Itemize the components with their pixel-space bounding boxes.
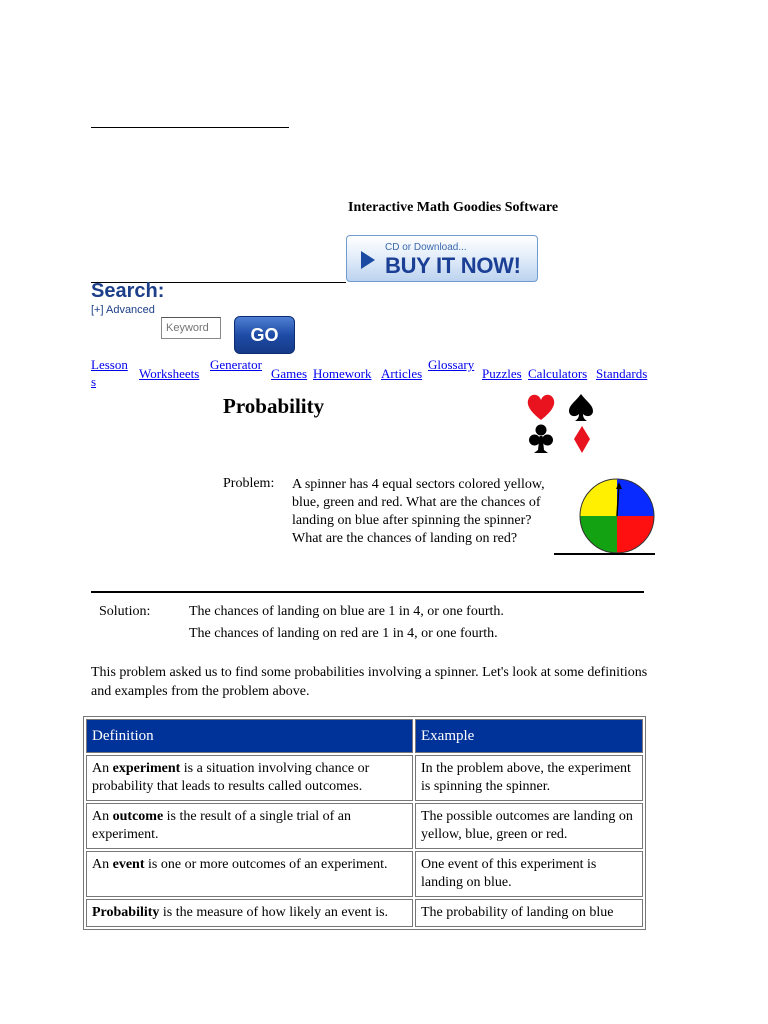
table-header-row — [86, 719, 643, 753]
example-cell: The possible outcomes are landing on yellow, blue, green or red. — [415, 803, 643, 849]
definition-cell — [86, 851, 413, 897]
definition-column-header: Definition — [86, 719, 413, 753]
heart-icon — [528, 395, 554, 420]
buy-it-now-button[interactable] — [346, 235, 538, 282]
nav-articles[interactable]: Articles — [381, 366, 423, 381]
nav-games[interactable]: Games — [271, 366, 308, 381]
search-heading: Search: — [91, 280, 165, 302]
solution-line-1: The chances of landing on blue are 1 in 4, or one fourth. — [189, 604, 504, 619]
nav-calculators[interactable]: Calculators — [528, 366, 588, 381]
spinner-green-sector — [580, 516, 617, 553]
definition-term: Probability — [92, 905, 160, 920]
spinner-blue-sector — [617, 479, 654, 516]
table-row — [86, 803, 643, 849]
top-divider — [91, 127, 289, 128]
example-column-header: Example — [415, 719, 643, 753]
definition-text: is the result of a single trial of an experiment. — [92, 809, 351, 842]
advanced-search-link[interactable]: [+] Advanced — [91, 304, 155, 316]
definition-cell — [86, 899, 413, 927]
definition-prefix: An — [92, 809, 113, 824]
nav-lessons[interactable]: Lessons — [91, 357, 128, 389]
definitions-table — [83, 716, 646, 930]
club-icon — [529, 425, 553, 454]
problem-label: Problem: — [223, 476, 275, 491]
table-row — [86, 899, 643, 927]
example-cell: The probability of landing on blue — [415, 899, 643, 927]
play-icon — [361, 251, 375, 269]
spade-icon — [569, 394, 593, 421]
card-suits-icon — [524, 392, 600, 458]
definition-cell — [86, 755, 413, 801]
keyword-input[interactable] — [161, 317, 221, 339]
nav-glossary[interactable]: Glossary — [428, 357, 475, 372]
problem-text: A spinner has 4 equal sectors colored yellow, blue, green and red. What are the chances of landing on blue after spinning the spinner? What are the chances of landing on red? — [292, 477, 545, 546]
solution-line-2: The chances of landing on red are 1 in 4, or one fourth. — [189, 626, 498, 641]
definition-text: is the measure of how likely an event is. — [159, 905, 389, 920]
spinner-icon — [552, 474, 656, 558]
definition-text: is a situation involving chance or probability that leads to results called outcomes. — [92, 761, 370, 794]
buy-button-subtext: CD or Download... — [385, 242, 467, 253]
software-title: Interactive Math Goodies Software — [348, 200, 559, 215]
page-title: Probability — [223, 394, 325, 418]
nav-standards[interactable]: Standards — [596, 366, 648, 381]
table-row — [86, 755, 643, 801]
definition-term: event — [112, 857, 145, 872]
spinner-red-sector — [617, 516, 654, 553]
table-row — [86, 851, 643, 897]
definition-term: experiment — [112, 761, 181, 776]
example-cell: In the problem above, the experiment is spinning the spinner. — [415, 755, 643, 801]
example-cell: One event of this experiment is landing on blue. — [415, 851, 643, 897]
definition-text: is one or more outcomes of an experiment. — [144, 857, 388, 872]
section-divider — [91, 591, 644, 593]
solution-label: Solution: — [99, 604, 151, 619]
definition-prefix: An — [92, 857, 113, 872]
intro-paragraph: This problem asked us to find some probabilities involving a spinner. Let's look at some definitions and examples from the problem above. — [91, 665, 648, 699]
nav-puzzles[interactable]: Puzzles — [482, 366, 522, 381]
go-button[interactable]: GO — [234, 316, 295, 354]
definition-cell — [86, 803, 413, 849]
nav-homework[interactable]: Homework — [313, 366, 372, 381]
definition-prefix: An — [92, 761, 113, 776]
buy-button-label: BUY IT NOW! — [385, 253, 521, 278]
nav-generator[interactable]: Generator — [210, 357, 262, 372]
definition-term: outcome — [112, 809, 164, 824]
nav-worksheets[interactable]: Worksheets — [139, 366, 200, 381]
spinner-yellow-sector — [580, 479, 617, 516]
diamond-icon — [574, 426, 590, 453]
